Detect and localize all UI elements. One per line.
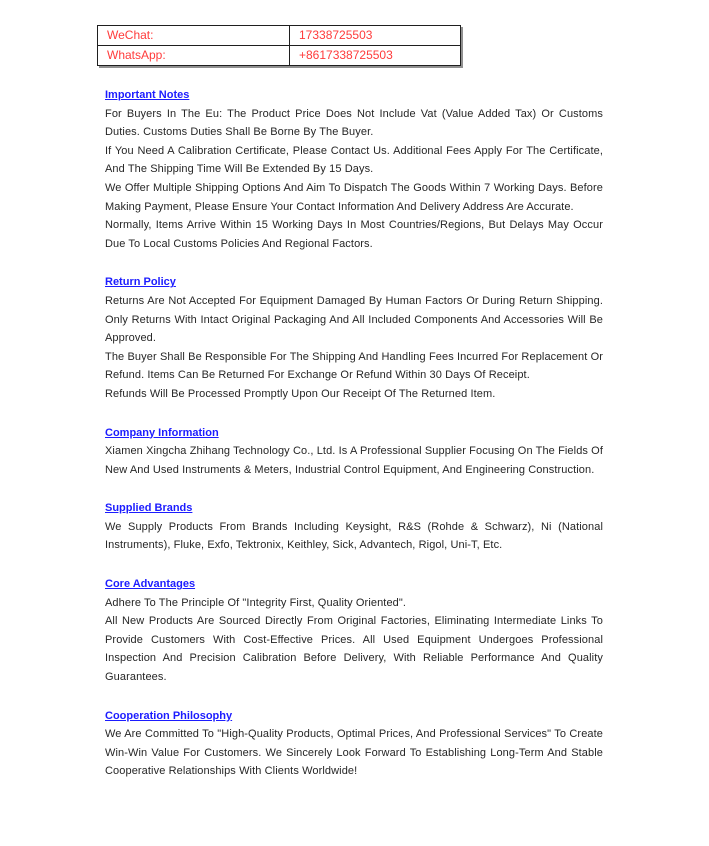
section-title: Supplied Brands (105, 502, 193, 515)
contact-table (97, 25, 461, 66)
document-section (105, 499, 603, 555)
section-paragraph: We Are Committed To "High-Quality Products, Optimal Prices, And Professional Services" To Create Win-Win Value For Customers. We Sincerely Look Forward To Establishing Long-Term And Stable Cooperative Relationships With Clients Worldwide! (105, 728, 603, 778)
section-paragraph: Xiamen Xingcha Zhihang Technology Co., Ltd. Is A Professional Supplier Focusing On The Fields Of New And Used Instruments & Meters, Industrial Control Equipment, And Engineering Construction. (105, 445, 603, 476)
section-title: Core Advantages (105, 578, 196, 591)
section-paragraph: Refunds Will Be Processed Promptly Upon Our Receipt Of The Returned Item. (105, 387, 496, 400)
document-section (105, 86, 603, 253)
document-section (105, 707, 603, 781)
section-paragraph: If You Need A Calibration Certificate, Please Contact Us. Additional Fees Apply For The Certificate, And The Shipping Time Will Be Extended By 15 Days. (105, 144, 603, 176)
document-content (105, 86, 603, 801)
section-paragraph: Returns Are Not Accepted For Equipment Damaged By Human Factors Or During Return Shipping. Only Returns With Intact Original Packaging And All Included Components And Accessories Will Be Approved. (105, 294, 603, 345)
contact-label: WeChat: (98, 26, 290, 46)
document-section (105, 424, 603, 480)
contact-value: 17338725503 (290, 26, 461, 46)
section-paragraph: Normally, Items Arrive Within 15 Working Days In Most Countries/Regions, But Delays May Occur Due To Local Customs Policies And Regional Factors. (105, 219, 603, 250)
section-paragraphs (105, 518, 603, 555)
contact-label: WhatsApp: (98, 46, 290, 66)
section-title: Company Information (105, 426, 219, 439)
section-paragraphs (105, 105, 603, 254)
section-paragraphs (105, 442, 603, 479)
contact-value: +8617338725503 (290, 46, 461, 66)
section-title: Important Notes (105, 89, 190, 101)
section-paragraphs (105, 725, 603, 781)
section-paragraphs (105, 594, 603, 687)
document-section (105, 273, 603, 403)
contact-row (98, 26, 461, 46)
contact-row (98, 46, 461, 66)
section-paragraph: Adhere To The Principle Of "Integrity First, Quality Oriented". (105, 596, 407, 609)
section-paragraph: The Buyer Shall Be Responsible For The Shipping And Handling Fees Incurred For Replacement Or Refund. Items Can Be Returned For Exchange Or Refund Within 30 Days Of Receipt. (105, 350, 603, 382)
section-title: Return Policy (105, 276, 176, 289)
document-section (105, 575, 603, 687)
section-title: Cooperation Philosophy (105, 709, 233, 722)
section-paragraph: All New Products Are Sourced Directly From Original Factories, Eliminating Intermediate Links To Provide Customers With Cost-Effective Prices. All Used Equipment Undergoes Professional Inspection And Precision Calibration Before Delivery, With Reliable Performance And Quality Guarantees. (105, 615, 603, 684)
contact-table-body (98, 26, 461, 66)
section-paragraph: For Buyers In The Eu: The Product Price Does Not Include Vat (Value Added Tax) Or Customs Duties. Customs Duties Shall Be Borne By The Buyer. (105, 107, 603, 139)
section-paragraph: We Offer Multiple Shipping Options And Aim To Dispatch The Goods Within 7 Working Days. Before Making Payment, Please Ensure Your Contact Information And Delivery Address Are Accurate. (105, 181, 603, 213)
section-paragraphs (105, 292, 603, 404)
section-paragraph: We Supply Products From Brands Including Keysight, R&S (Rohde & Schwarz), Ni (National Instruments), Fluke, Exfo, Tektronix, Keithley, Sick, Advantech, Rigol, Uni-T, Etc. (105, 520, 603, 552)
